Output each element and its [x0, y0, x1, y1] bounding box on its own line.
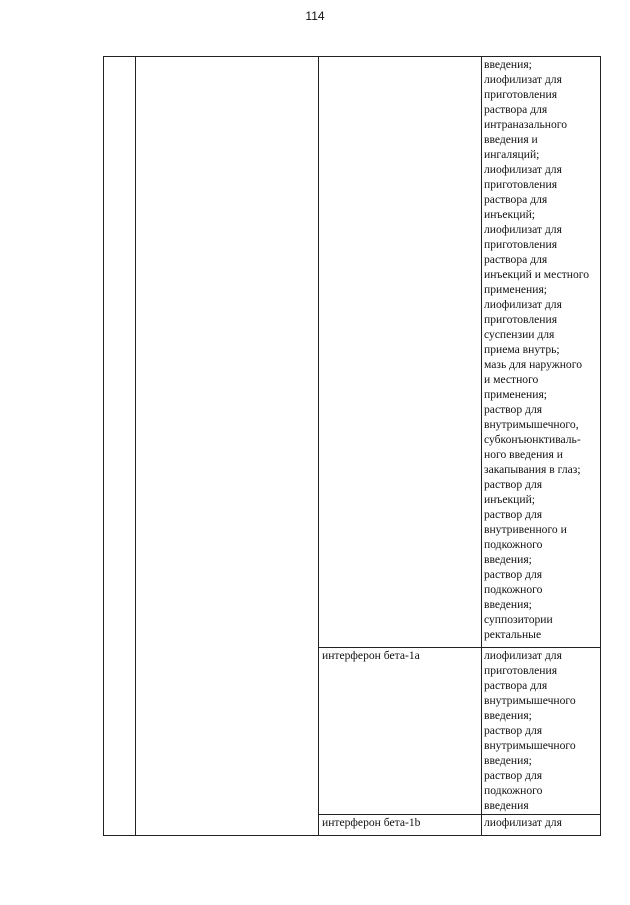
- column-divider-2: [318, 57, 319, 835]
- drug-table: [103, 56, 601, 836]
- row-1-form: введения; лиофилизат для приготовления раствора для интраназального введения и ингаляций; лиофилизат для приготовления раствора для инъекций; лиофилизат для приготовления раствора для инъекций и местного применения; лиофилизат для приготовления суспензии для приема внутрь; мазь для наружного и местного применения; раствор для внутримышечного, субконъюнктиваль- ного введения и закапывания в глаз; раствор для инъекций; раствор для внутривенного и подкожного введения; раствор для подкожного введения; суппозитории ректальные: [484, 58, 590, 641]
- page-number: 114: [305, 9, 325, 23]
- column-divider-3: [481, 57, 482, 835]
- column-divider-1: [135, 57, 136, 835]
- row-2-name: интерферон бета-1a: [322, 649, 420, 662]
- row-3-form: лиофилизат для: [484, 816, 562, 829]
- row-3-name: интерферон бета-1b: [322, 816, 421, 829]
- row-2-form: лиофилизат для приготовления раствора для внутримышечного введения; раствор для внутримышечного введения; раствор для подкожного введения: [484, 649, 576, 812]
